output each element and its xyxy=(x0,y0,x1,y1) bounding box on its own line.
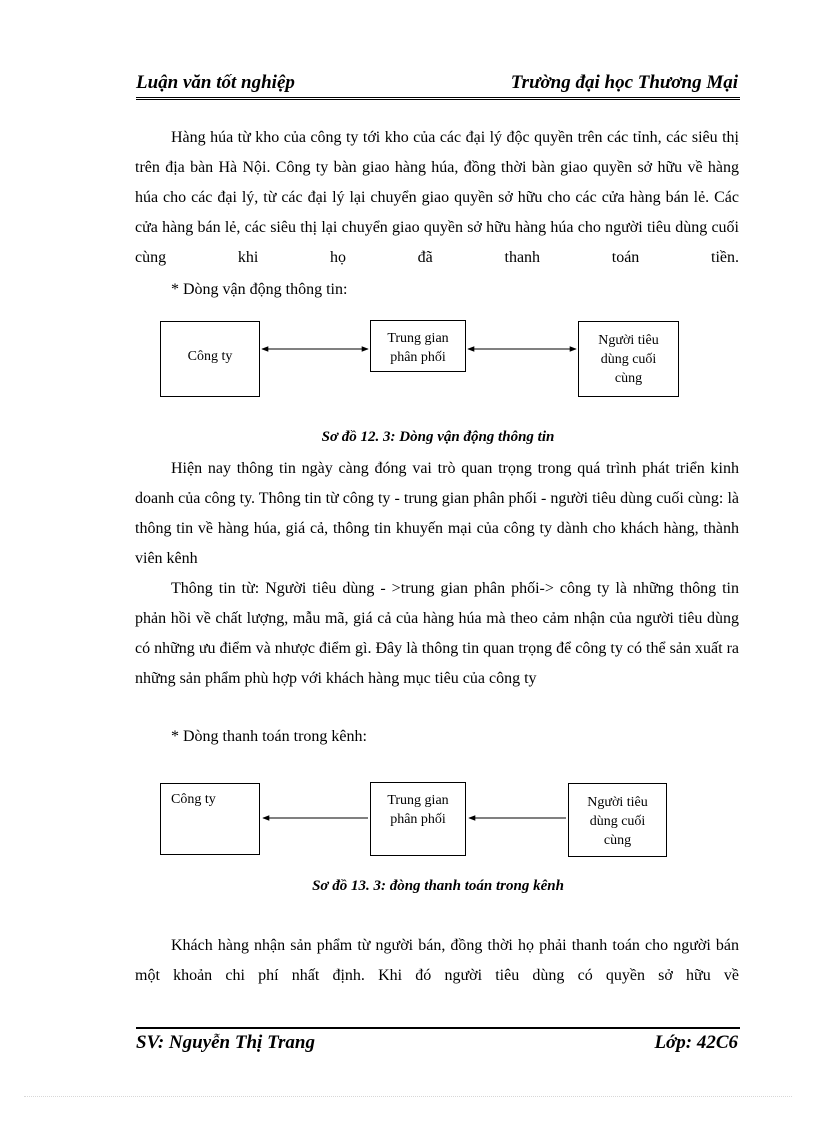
diagram1-consumer-line3: cùng xyxy=(614,371,643,386)
diagram1-consumer-line2: dùng cuối xyxy=(600,352,657,367)
diagram1-intermediary-line1: Trung gian xyxy=(387,331,449,346)
footer-student-name: SV: Nguyễn Thị Trang xyxy=(136,1032,315,1053)
diagram2-intermediary-line1: Trung gian xyxy=(387,793,449,808)
diagram2-consumer-line3: cùng xyxy=(603,833,632,848)
info-flow-heading: * Dòng vận động thông tin: xyxy=(171,281,348,298)
paragraph-feedback-info xyxy=(135,574,739,694)
footer-divider xyxy=(136,1027,740,1029)
paragraph-goods-flow-text: Hàng húa từ kho của công ty tới kho của các đại lý độc quyền trên các tỉnh, các siêu thị trên địa bàn Hà Nội. Công ty bàn giao hàng húa, đồng thời bàn giao quyền sở hữu về hàng húa cho các đại lý, từ các đại lý lại chuyển giao quyền sở hữu cho các cửa hàng bán lẻ. Các cửa hàng bán lẻ, các siêu thị lại chuyển giao quyền sở hữu hàng húa cho người tiêu dùng cuối cùng khi họ đã thanh toán tiền. xyxy=(135,129,739,266)
paragraph-info-importance-text: Hiện nay thông tin ngày càng đóng vai trò quan trọng trong quá trình phát triển kinh doanh của công ty. Thông tin từ công ty - trung gian phân phối - người tiêu dùng cuối cùng: là thông tin về hàng húa, giá cả, thông tin khuyến mại của công ty dành cho khách hàng, thành viên kênh xyxy=(135,460,739,567)
footer-class: Lớp: 42C6 xyxy=(654,1032,738,1053)
diagram2-company-label: Công ty xyxy=(171,792,216,807)
diagram2-consumer-line1: Người tiêu xyxy=(587,795,648,810)
page-bottom-border xyxy=(24,1096,792,1097)
diagram2-intermediary-line2: phân phối xyxy=(390,812,446,827)
paragraph-payment-text: Khách hàng nhận sản phẩm từ người bán, đồng thời họ phải thanh toán cho người bán một khoản chi phí nhất định. Khi đó người tiêu dùng có quyền sở hữu về xyxy=(135,937,739,984)
paragraph-info-importance xyxy=(135,454,739,574)
diagram1-consumer-line1: Người tiêu xyxy=(598,333,659,348)
diagram1-caption: Sơ đồ 12. 3: Dòng vận động thông tin xyxy=(321,429,555,445)
payment-flow-heading: * Dòng thanh toán trong kênh: xyxy=(171,728,367,745)
paragraph-payment xyxy=(135,931,739,991)
diagram1-intermediary-line2: phân phối xyxy=(390,350,446,365)
diagram2-caption: Sơ đồ 13. 3: đòng thanh toán trong kênh xyxy=(312,878,564,894)
diagram1-company-label: Công ty xyxy=(187,349,233,364)
paragraph-feedback-info-text: Thông tin từ: Người tiêu dùng - >trung gian phân phối-> công ty là những thông tin phản hồi về chất lượng, mẫu mã, giá cả của hàng húa mà theo cảm nhận của người tiêu dùng có những ưu điểm và nhược điểm gì. Đây là thông tin quan trọng để công ty có thể sản xuất ra những sản phẩm phù hợp với khách hàng mục tiêu của công ty xyxy=(135,580,739,687)
header-university: Trường đại học Thương Mại xyxy=(510,72,738,93)
diagram2-consumer-line2: dùng cuối xyxy=(589,814,646,829)
header-thesis-title: Luận văn tốt nghiệp xyxy=(136,72,295,93)
